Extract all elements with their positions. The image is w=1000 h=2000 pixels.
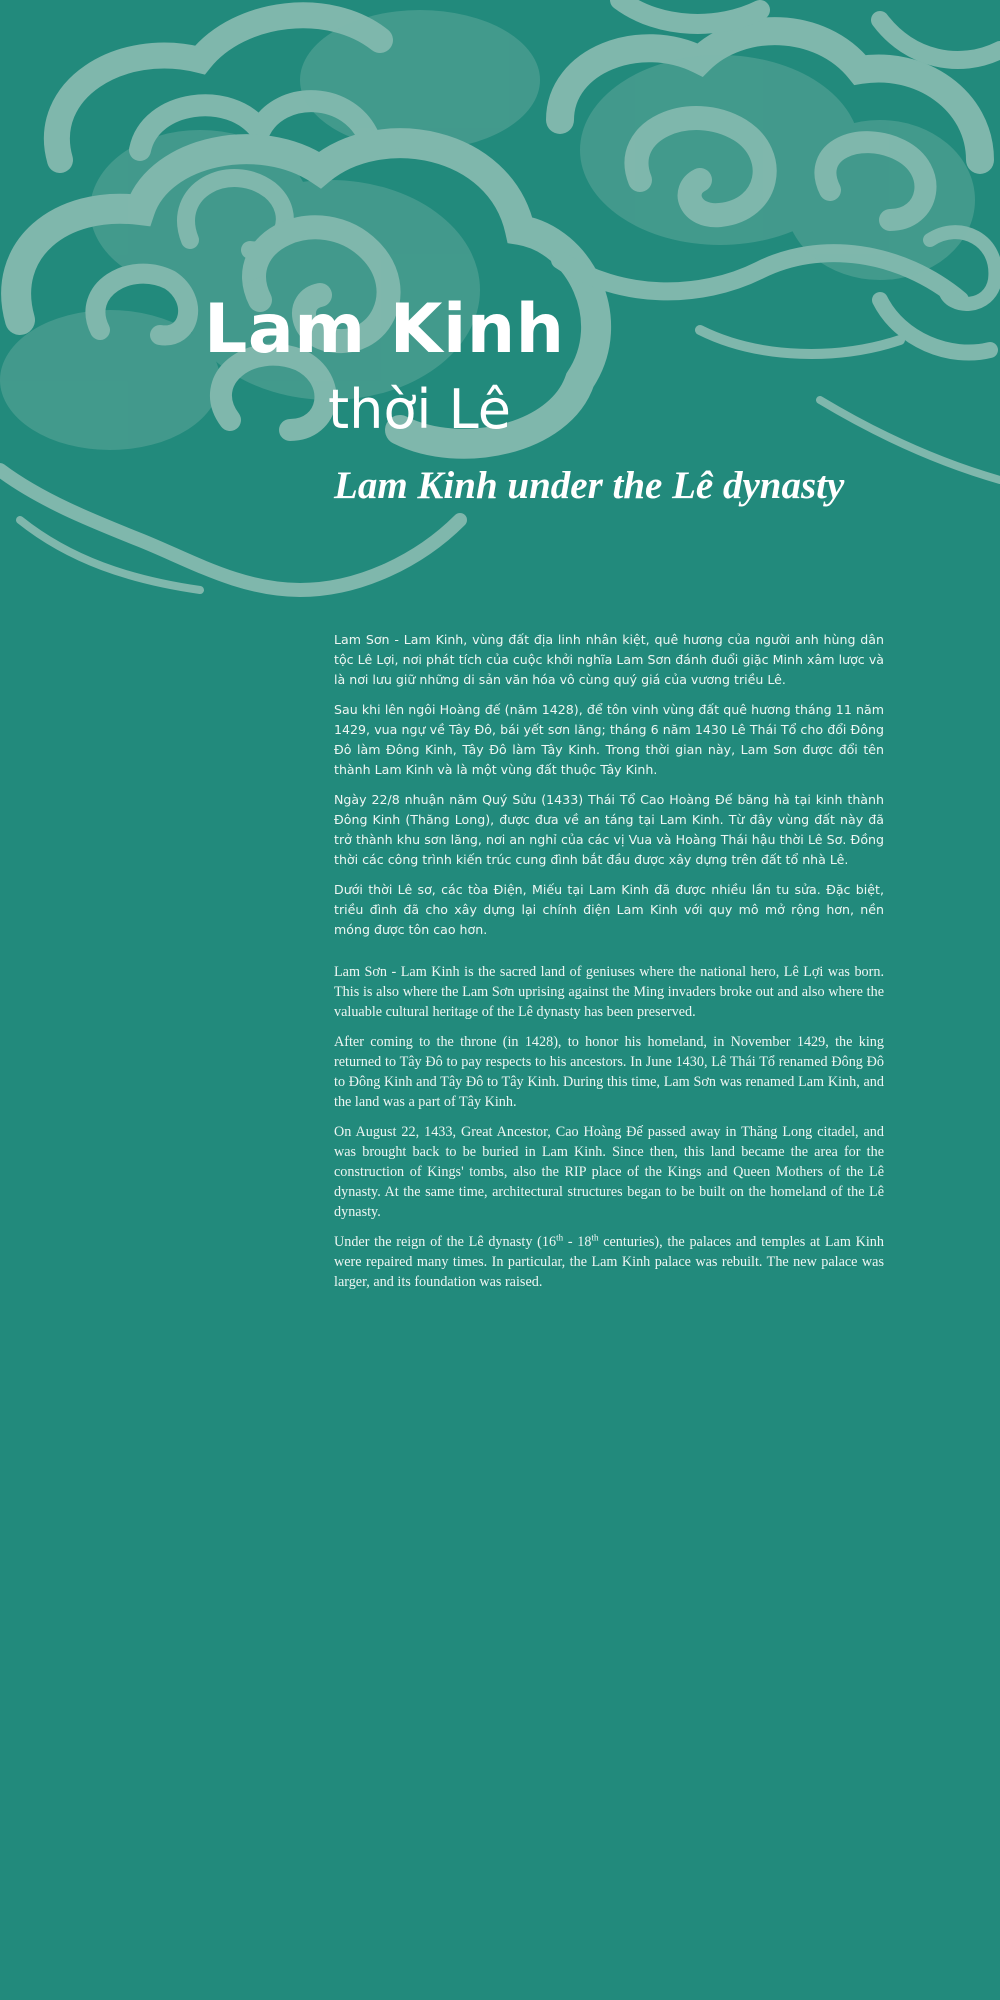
english-title: Lam Kinh under the Lê dynasty xyxy=(334,464,845,507)
english-paragraph: After coming to the throne (in 1428), to honor his homeland, in November 1429, the king returned to Tây Đô to pay respects to his ancestors. In June 1430, Lê Thái Tổ renamed Đông Đô to Đông Kinh and Tây Đô to Tây Kinh. During this time, Lam Sơn was renamed Lam Kinh, and the land was a part of Tây Kinh. xyxy=(334,1034,884,1110)
page-title: Lam Kinh xyxy=(204,290,565,369)
english-text-block xyxy=(334,962,884,1302)
vietnamese-paragraph: Ngày 22/8 nhuận năm Quý Sửu (1433) Thái Tổ Cao Hoàng Đế băng hà tại kinh thành Đông Kinh (Thăng Long), được đưa về an táng tại Lam Kinh. Từ đây vùng đất này đã trở thành khu sơn lăng, nơi an nghỉ của các vị Vua và Hoàng Thái hậu thời Lê Sơ. Đồng thời các công trình kiến trúc cung đình bắt đầu được xây dựng trên đất tổ nhà Lê. xyxy=(334,792,884,867)
english-paragraph: On August 22, 1433, Great Ancestor, Cao Hoàng Đế passed away in Thăng Long citadel, and was brought back to be buried in Lam Kinh. Since then, this land became the area for the construction of Kings' tombs, also the RIP place of the Kings and Queen Mothers of the Lê dynasty. At the same time, architectural structures began to be built on the homeland of the Lê dynasty. xyxy=(334,1124,884,1220)
ordinal-suffix: th xyxy=(591,1232,599,1243)
page-subtitle: thời Lê xyxy=(328,378,511,441)
ordinal-suffix: th xyxy=(556,1232,564,1243)
vietnamese-text-block xyxy=(334,630,884,950)
english-paragraph: Lam Sơn - Lam Kinh is the sacred land of geniuses where the national hero, Lê Lợi was born. This is also where the Lam Sơn uprising against the Ming invaders broke out and also where the valuable cultural heritage of the Lê dynasty has been preserved. xyxy=(334,964,884,1020)
vietnamese-paragraph: Sau khi lên ngôi Hoàng đế (năm 1428), để tôn vinh vùng đất quê hương tháng 11 năm 1429, vua ngự về Tây Đô, bái yết sơn lăng; tháng 6 năm 1430 Lê Thái Tổ cho đổi Đông Đô làm Đông Kinh, Tây Đô làm Tây Kinh. Trong thời gian này, Lam Sơn được đổi tên thành Lam Kinh và là một vùng đất thuộc Tây Kinh. xyxy=(334,702,884,777)
reign-text-start: Under the reign of the Lê dynasty (16 xyxy=(334,1234,557,1250)
vietnamese-paragraph: Dưới thời Lê sơ, các tòa Điện, Miếu tại Lam Kinh đã được nhiều lần tu sửa. Đặc biệt, triều đình đã cho xây dựng lại chính điện Lam Kinh với quy mô mở rộng hơn, nền móng được tôn cao hơn. xyxy=(334,882,884,937)
reign-text-middle: - 18 xyxy=(563,1234,592,1250)
english-paragraph-reign xyxy=(334,1232,884,1292)
reign-text-end: centuries), the palaces and temples at Lam Kinh were repaired many times. In particular, the Lam Kinh palace was rebuilt. The new palace was larger, and its foundation was raised. xyxy=(334,1234,884,1290)
vietnamese-paragraph: Lam Sơn - Lam Kinh, vùng đất địa linh nhân kiệt, quê hương của người anh hùng dân tộc Lê Lợi, nơi phát tích của cuộc khởi nghĩa Lam Sơn đánh đuổi giặc Minh xâm lược và là nơi lưu giữ những di sản văn hóa vô cùng quý giá của vương triều Lê. xyxy=(334,632,884,687)
